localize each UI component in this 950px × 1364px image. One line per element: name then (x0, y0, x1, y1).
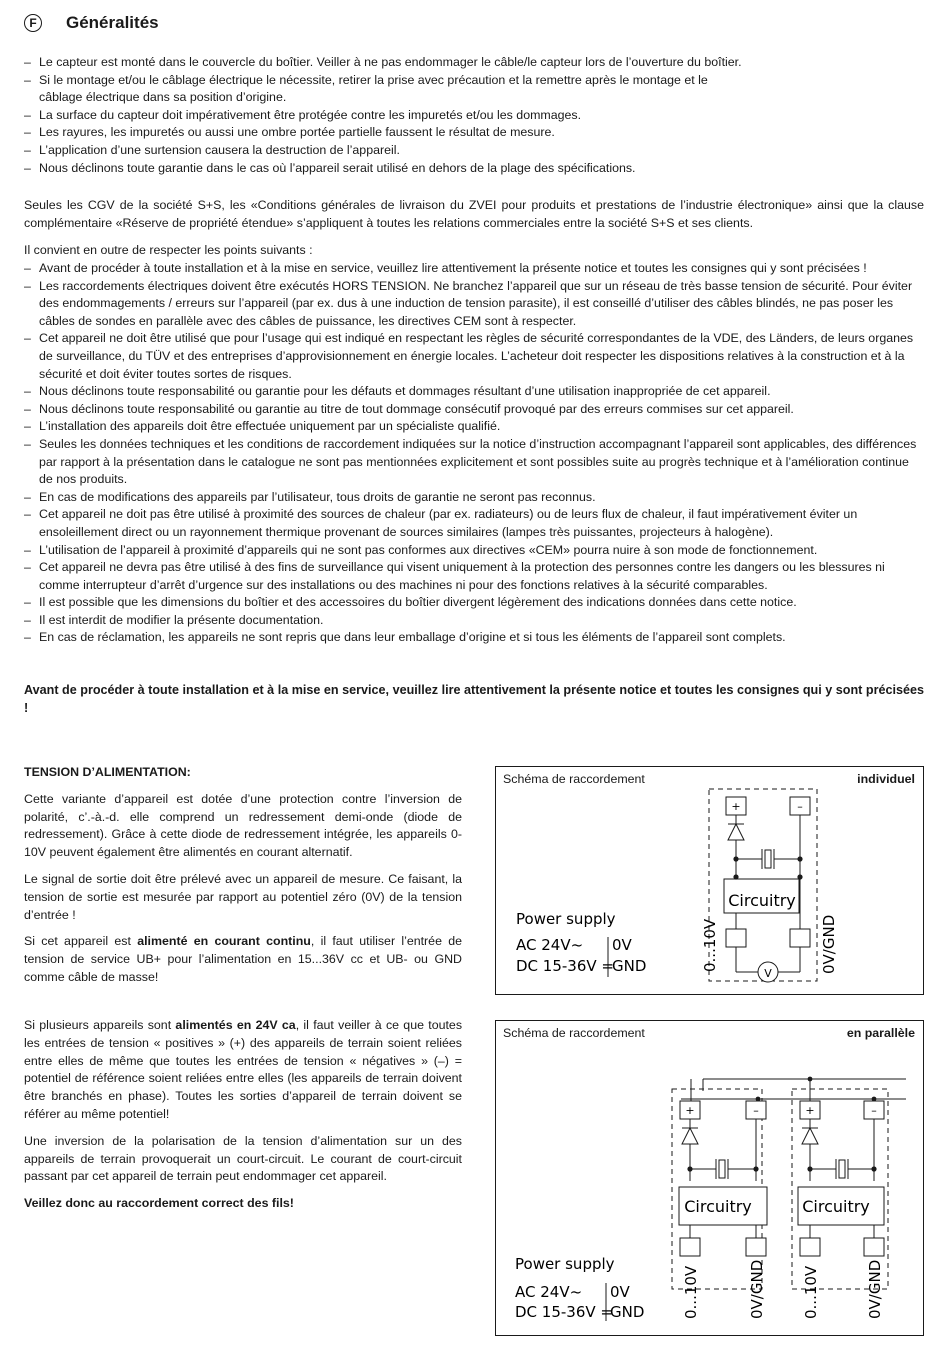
output-ground-label: 0V/GND (866, 1259, 884, 1319)
supply-paragraph-5: Une inversion de la polarisation de la tension d’alimentation sur un des appareils de terrain provoquerait un court-circuit. Le courant de court-circuit passant par cet appareil de terrain peut endommager cet appareil. (24, 1133, 462, 1184)
list-item: – En cas de modifications des appareils par l’utilisateur, tous droits de garantie ne seront pas reconnus. (24, 489, 924, 507)
gnd-label: GND (610, 1303, 645, 1321)
power-supply-label: Power supply (515, 1255, 615, 1273)
crystal-icon (765, 850, 771, 868)
list-item: – Nous déclinons toute responsabilité ou garantie au titre de tout dommage consécutif provoqué par des erreurs commises sur cet appareil. (24, 401, 924, 419)
list-item: – Cet appareil ne doit être utilisé que pour l’usage qui est indiqué en respectant les règles de sécurité correspondantes de la VDE, des Länders, de leurs organes de surveillance, du TÜV et des entreprises d’approvisionnement en énergie locales. L’acheteur doit respecter les dispositions relatives à la construction et à la sécurité et doit éviter toutes sortes de risques. (24, 330, 924, 383)
supply-paragraph-4: Si plusieurs appareils sont alimentés en 24V ca, il faut veiller à ce que toutes les entrées de tension « positives » (+) des appareils de terrain soient reliées entre elles de même que toutes les entrées de tension « négatives » (–) = potentiel de référence soient reliées entre elles (les appareils de terrain doivent être branchés en phase). Toutes les sorties d’appareil de terrain doivent se référer au même potentiel! (24, 1018, 463, 1121)
list-item: – Nous déclinons toute responsabilité ou garantie pour les défauts et dommages résultant d’une utilisation inappropriée de cet appareil. (24, 383, 924, 401)
diagram-mode: individuel (857, 772, 915, 786)
circuitry-label: Circuitry (802, 1197, 870, 1216)
list-item: – En cas de réclamation, les appareils ne sont repris que dans leur emballage d’origine et si tous les éléments de l’appareil sont complets. (24, 629, 924, 647)
svg-text:+: + (805, 1104, 815, 1117)
power-supply-label: Power supply (516, 910, 616, 928)
page-title: Généralités (66, 13, 159, 32)
list-item: – Les rayures, les impuretés ou aussi une ombre portée partielle faussent le résultat de mesure. (24, 124, 924, 142)
supply-paragraph-6: Veillez donc au raccordement correct des fils! (24, 1196, 294, 1211)
wiring-diagram-parallel (495, 1020, 924, 1336)
list-item: – Il est interdit de modifier la présente documentation. (24, 612, 924, 630)
section-header (24, 10, 159, 36)
diode-icon (728, 824, 744, 840)
dc-label: DC 15-36V = (515, 1303, 613, 1321)
installation-warning: Avant de procéder à toute installation et à la mise en service, veuillez lire attentivement la présente notice et toutes les consignes qui y sont précisées ! (24, 683, 924, 715)
output-ground-label: 0V/GND (748, 1259, 766, 1319)
zero-volt-label: 0V (610, 1283, 630, 1301)
language-badge: F (24, 14, 42, 32)
list-item: – Seules les données techniques et les conditions de raccordement indiquées sur la notice d’instruction accompagnant l’appareil sont applicables, des différences par rapport à la présentation dans le catalogue ne sont pas mentionnées explicitement et sont possibles suite au progrès technique et à l’amélioration continue de nos produits. (24, 436, 924, 489)
list-item: – Nous déclinons toute garantie dans le cas où l’appareil serait utilisé en dehors de la plage des spécifications. (24, 160, 924, 178)
list-item: – La surface du capteur doit impérativement être protégée contre les impuretés et/ou les dommages. (24, 107, 924, 125)
gnd-label: GND (612, 957, 647, 975)
zero-volt-label: 0V (612, 936, 632, 954)
list-item: – Cet appareil ne doit pas être utilisé à proximité des sources de chaleur (par ex. radiateurs) ou de leurs flux de chaleur, il faut impérativement éviter un ensoleillement direct ou un rayonnement thermique provenant de sources similaires (lampes très puissantes, projecteurs à halogène). (24, 506, 924, 541)
list-item: – Si le montage et/ou le câblage électrique le nécessite, retirer la prise avec précaution et la remettre après le montage et le câblage électrique dans sa position d’origine. (24, 72, 924, 107)
svg-text:–: – (753, 1104, 759, 1117)
supply-paragraph-3: Si cet appareil est alimenté en courant continu, il faut utiliser l’entrée de tension de service UB+ pour l’alimentation en 15...36V cc et UB- ou GND comme câble de masse! (24, 934, 462, 984)
list-item: – L’utilisation de l’appareil à proximité d’appareils qui ne sont pas conformes aux directives «CEM» pourra nuire à son mode de fonctionnement. (24, 542, 924, 560)
output-signal-label: 0...10V (682, 1265, 700, 1319)
wiring-schematic (496, 767, 923, 994)
list-item: – Le capteur est monté dans le couvercle du boîtier. Veiller à ne pas endommager le câble/le capteur lors de l’ouverture du boîtier. (24, 54, 924, 72)
list-item: – Avant de procéder à toute installation et à la mise en service, veuillez lire attentivement la présente notice et toutes les consignes qui y sont précisées ! (24, 260, 924, 278)
rules-bullet-list (24, 260, 924, 647)
list-item: – L’installation des appareils doit être effectuée uniquement par un spécialiste qualifié. (24, 418, 924, 436)
supply-text-bottom (24, 1017, 462, 1222)
supply-text-top (24, 764, 462, 996)
general-bullet-list (24, 54, 924, 177)
supply-section-title: TENSION D’ALIMENTATION: (24, 765, 191, 779)
ac-label: AC 24V~ (515, 1283, 583, 1301)
intro-points: Il convient en outre de respecter les points suivants : (24, 243, 313, 257)
cgv-paragraph: Seules les CGV de la société S+S, les «Conditions générales de livraison du ZVEI pour produits et prestations de l’industrie électronique» ainsi que la clause complémentaire «Réserve de propriété étendue» s’appliquent à toutes les relations commerciales entre la société S+S et ses clients. (24, 198, 924, 230)
supply-paragraph-2: Le signal de sortie doit être prélevé avec un appareil de mesure. Ce faisant, la tension de sortie est mesurée par rapport au potentiel zéro (0V) de la tension d’entrée ! (24, 871, 462, 922)
voltmeter-label: V (764, 967, 772, 980)
list-item: – Il est possible que les dimensions du boîtier et des accessoires du boîtier divergent légèrement des indications données dans cette notice. (24, 594, 924, 612)
wiring-schematic (496, 1021, 923, 1335)
output-ground-label: 0V/GND (820, 914, 838, 974)
circuitry-label: Circuitry (684, 1197, 752, 1216)
supply-paragraph-1: Cette variante d’appareil est dotée d’une protection contre l’inversion de polarité, c’.-à.-d. elle comprend un redressement demi-onde (diode de redressement). Grâce à cette diode de redressement intégrée, les appareils 0-10V peuvent également être alimentés en courant alternatif. (24, 791, 462, 860)
output-signal-label: 0...10V (701, 918, 719, 972)
svg-text:+: + (685, 1104, 695, 1117)
diagram-title: Schéma de raccordement (503, 1026, 645, 1040)
wiring-diagram-individual (495, 766, 924, 995)
list-item: – Les raccordements électriques doivent être exécutés HORS TENSION. Ne branchez l’appareil que sur un réseau de très basse tension de sécurité. Pour éviter des endommagements / erreurs sur l’appareil (par ex. dus à une induction de tension parasite), il est conseillé d’utiliser des câbles blindés, ne pas poser les câbles de sondes en parallèle avec des câbles de puissance, les directives CEM sont à respecter. (24, 278, 924, 331)
svg-text:–: – (871, 1104, 877, 1117)
dc-label: DC 15-36V = (516, 957, 614, 975)
list-item: – Cet appareil ne devra pas être utilisé à des fins de surveillance qui visent uniquement à la protection des personnes contre les dangers ou les blessures ni comme interrupteur d’arrêt d’urgence sur des installations ou des machines ni pour des fonctions relatives à la sécurité comparables. (24, 559, 924, 594)
diagram-mode: en parallèle (846, 1026, 915, 1040)
list-item: – L’application d’une surtension causera la destruction de l’appareil. (24, 142, 924, 160)
circuitry-label: Circuitry (728, 891, 796, 910)
plus-terminal: + (731, 800, 741, 813)
diagram-title: Schéma de raccordement (503, 772, 645, 786)
ac-label: AC 24V~ (516, 936, 584, 954)
output-signal-label: 0...10V (802, 1265, 820, 1319)
minus-terminal: – (797, 800, 803, 813)
